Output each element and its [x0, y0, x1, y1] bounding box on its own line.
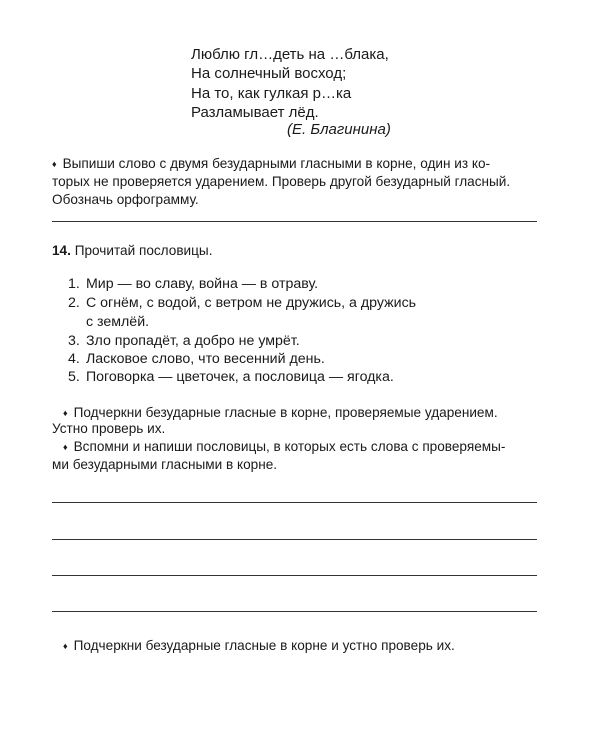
answer-line[interactable] [52, 502, 537, 503]
proverb-item [68, 333, 300, 349]
poem-line-2: На солнечный восход; [191, 65, 347, 82]
diamond-bullet-icon: ♦ [52, 159, 57, 169]
poem-author: (Е. Благинина) [287, 121, 391, 138]
proverb-text: Ласковое слово, что весенний день. [85, 351, 325, 367]
proverb-number: 2. [68, 295, 80, 311]
diamond-bullet-icon: ♦ [63, 442, 68, 452]
proverb-number: 5. [68, 369, 80, 385]
proverb-item [68, 351, 325, 367]
proverb-text: Мир — во славу, война — в отраву. [85, 276, 319, 292]
task1-line-2: торых не проверяется ударением. Проверь другой безударный гласный. [52, 174, 511, 189]
proverb-number: 3. [68, 333, 80, 349]
task1-line-3: Обозначь орфограмму. [52, 192, 199, 207]
task4-line-1 [63, 635, 455, 657]
exercise-number: 14. [52, 243, 71, 258]
proverb-item [68, 369, 394, 385]
proverb-item-continuation [86, 314, 149, 330]
proverb-text: Поговорка — цветочек, а пословица — ягодка. [85, 369, 394, 385]
proverb-item [68, 276, 318, 292]
task4-text: Подчеркни безударные гласные в корне и устно проверь их. [73, 638, 455, 653]
poem-line-4: Разламывает лёд. [191, 104, 319, 121]
task2-line-2: Устно проверь их. [52, 421, 166, 436]
task3-text: Вспомни и напиши пословицы, в которых есть слова с проверяемы- [73, 439, 506, 454]
task1-text: Выпиши слово с двумя безударными гласными в корне, один из ко- [62, 156, 491, 171]
proverb-number: 1. [68, 276, 80, 292]
task2-text: Подчеркни безударные гласные в корне, проверяемые ударением. [73, 405, 498, 420]
answer-line[interactable] [52, 575, 537, 576]
diamond-bullet-icon: ♦ [63, 641, 68, 651]
exercise-title: Прочитай пословицы. [74, 243, 213, 258]
answer-line[interactable] [52, 611, 537, 612]
proverb-text: с землёй. [86, 314, 150, 330]
answer-line[interactable] [52, 221, 537, 222]
proverb-item [68, 295, 416, 311]
exercise-heading [52, 243, 212, 258]
poem-line-1: Люблю гл…деть на …блака, [191, 46, 389, 63]
proverb-text: Зло пропадёт, а добро не умрёт. [85, 333, 300, 349]
task3-line-2: ми безударными гласными в корне. [52, 457, 278, 472]
proverb-number: 4. [68, 351, 80, 367]
diamond-bullet-icon: ♦ [63, 408, 68, 418]
proverb-text: С огнём, с водой, с ветром не дружись, а дружись [85, 295, 417, 311]
answer-line[interactable] [52, 539, 537, 540]
poem-line-3: На то, как гулкая р…ка [191, 85, 352, 102]
